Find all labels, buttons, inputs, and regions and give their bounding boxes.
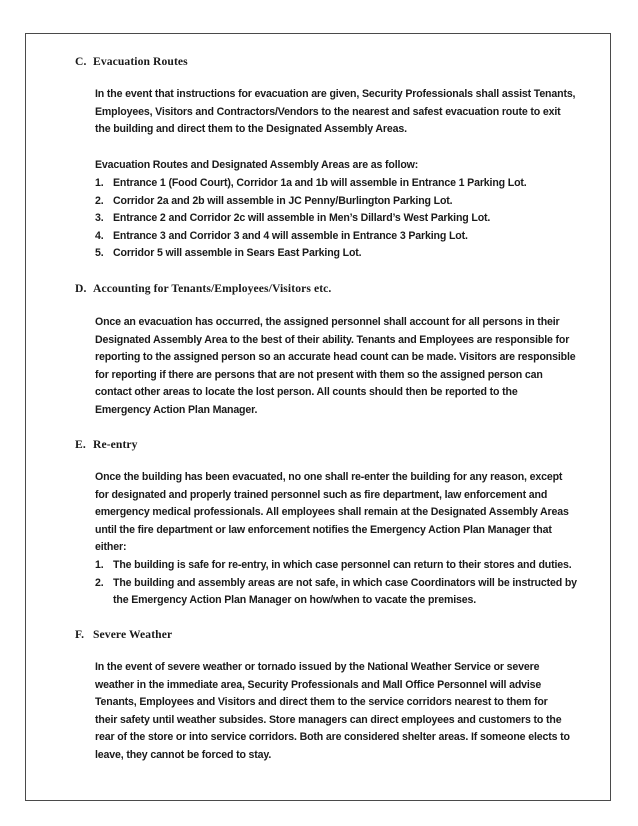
paragraph-line: the building and direct them to the Designated Assembly Areas. [95,123,407,136]
paragraph-line: rear of the store or into service corridors. Both are considered shelter areas. If someone elects to [95,731,570,744]
list-item [95,193,609,211]
paragraph-line: for designated and properly trained personnel such as fire department, law enforcement and [95,488,548,501]
paragraph-line: either: [95,541,127,554]
paragraph-line: Employees, Visitors and Contractors/Vendors to the nearest and safest evacuation route to exit [95,105,561,118]
paragraph-line: contact other areas to locate the lost person. All counts should then be reported to the [95,386,518,399]
paragraph-line: In the event of severe weather or tornado issued by the National Weather Service or severe [95,661,540,673]
list-item-text: Entrance 3 and Corridor 3 and 4 will assemble in Entrance 3 Parking Lot. [113,229,468,242]
list-item-text: Entrance 1 (Food Court), Corridor 1a and 1b will assemble in Entrance 1 Parking Lot. [113,177,527,189]
section-d-heading [75,282,331,295]
paragraph-line: Tenants, Employees and Visitors and direct them to the service corridors nearest to them for [95,696,548,709]
list-item-number: 1. [95,177,104,189]
section-c-heading [75,55,188,68]
list-item-text: Corridor 2a and 2b will assemble in JC Penny/Burlington Parking Lot. [113,194,453,207]
list-item-text: The building is safe for re-entry, in which case personnel can return to their stores and duties. [113,559,572,571]
paragraph-line: reporting to the assigned person so an accurate head count can be made. Visitors are responsible [95,351,576,364]
section-e-letter: E. [75,438,86,451]
list-item [95,175,609,193]
paragraph-line: emergency medical professionals. All employees shall remain at the Designated Assembly Areas [95,506,569,519]
section-c-letter: C. [75,55,87,68]
list-item-text-continued: the Emergency Action Plan Manager on how/when to vacate the premises. [113,594,477,607]
list-item [95,557,609,575]
list-item [95,228,609,246]
section-c-title: Evacuation Routes [93,55,188,68]
section-d-paragraph [95,314,607,420]
list-item-number: 2. [95,194,104,207]
section-c-list-intro [95,157,607,175]
list-item-text: Entrance 2 and Corridor 2c will assemble in Men’s Dillard’s West Parking Lot. [113,212,491,225]
list-item-text: The building and assembly areas are not safe, in which case Coordinators will be instructed by [113,576,577,589]
section-e-paragraph [95,469,607,557]
paragraph-line: their safety until weather subsides. Store managers can direct employees and customers to the [95,713,562,726]
list-item-number: 1. [95,559,104,571]
list-item [95,575,609,610]
section-d-title: Accounting for Tenants/Employees/Visitors etc. [93,282,332,295]
list-item-number: 3. [95,212,104,225]
paragraph-line: Emergency Action Plan Manager. [95,403,258,416]
list-intro-text: Evacuation Routes and Designated Assembly Areas are as follow: [95,159,419,171]
list-item-text: Corridor 5 will assemble in Sears East Parking Lot. [113,247,362,260]
paragraph-line: for reporting if there are persons that are not present with them so the assigned person can [95,368,543,381]
list-item-number: 4. [95,229,104,242]
section-f-paragraph [95,659,607,765]
section-f-heading [75,628,172,641]
paragraph-line: until the fire department or law enforcement notifies the Emergency Action Plan Manager that [95,523,552,536]
paragraph-line: Once an evacuation has occurred, the assigned personnel shall account for all persons in their [95,316,560,328]
list-item [95,210,609,228]
list-item-number: 2. [95,576,104,589]
section-c-paragraph [95,86,607,139]
section-d-letter: D. [75,282,87,295]
paragraph-line: leave, they cannot be forced to stay. [95,748,272,761]
section-f-title: Severe Weather [93,628,173,641]
list-item-number: 5. [95,247,104,260]
list-item [95,245,609,263]
section-e-title: Re-entry [93,438,138,451]
section-e-heading [75,438,138,451]
paragraph-line: Designated Assembly Area to the best of their ability. Tenants and Employees are responsible for [95,333,570,346]
paragraph-line: In the event that instructions for evacuation are given, Security Professionals shall assist Tenants, [95,88,576,100]
paragraph-line: weather in the immediate area, Security Professionals and Mall Office Personnel will advise [95,678,542,691]
re-entry-outcomes-list [95,557,609,610]
paragraph-line: Once the building has been evacuated, no one shall re-enter the building for any reason, except [95,471,563,483]
section-f-letter: F. [75,628,85,641]
evacuation-routes-list [95,175,609,263]
